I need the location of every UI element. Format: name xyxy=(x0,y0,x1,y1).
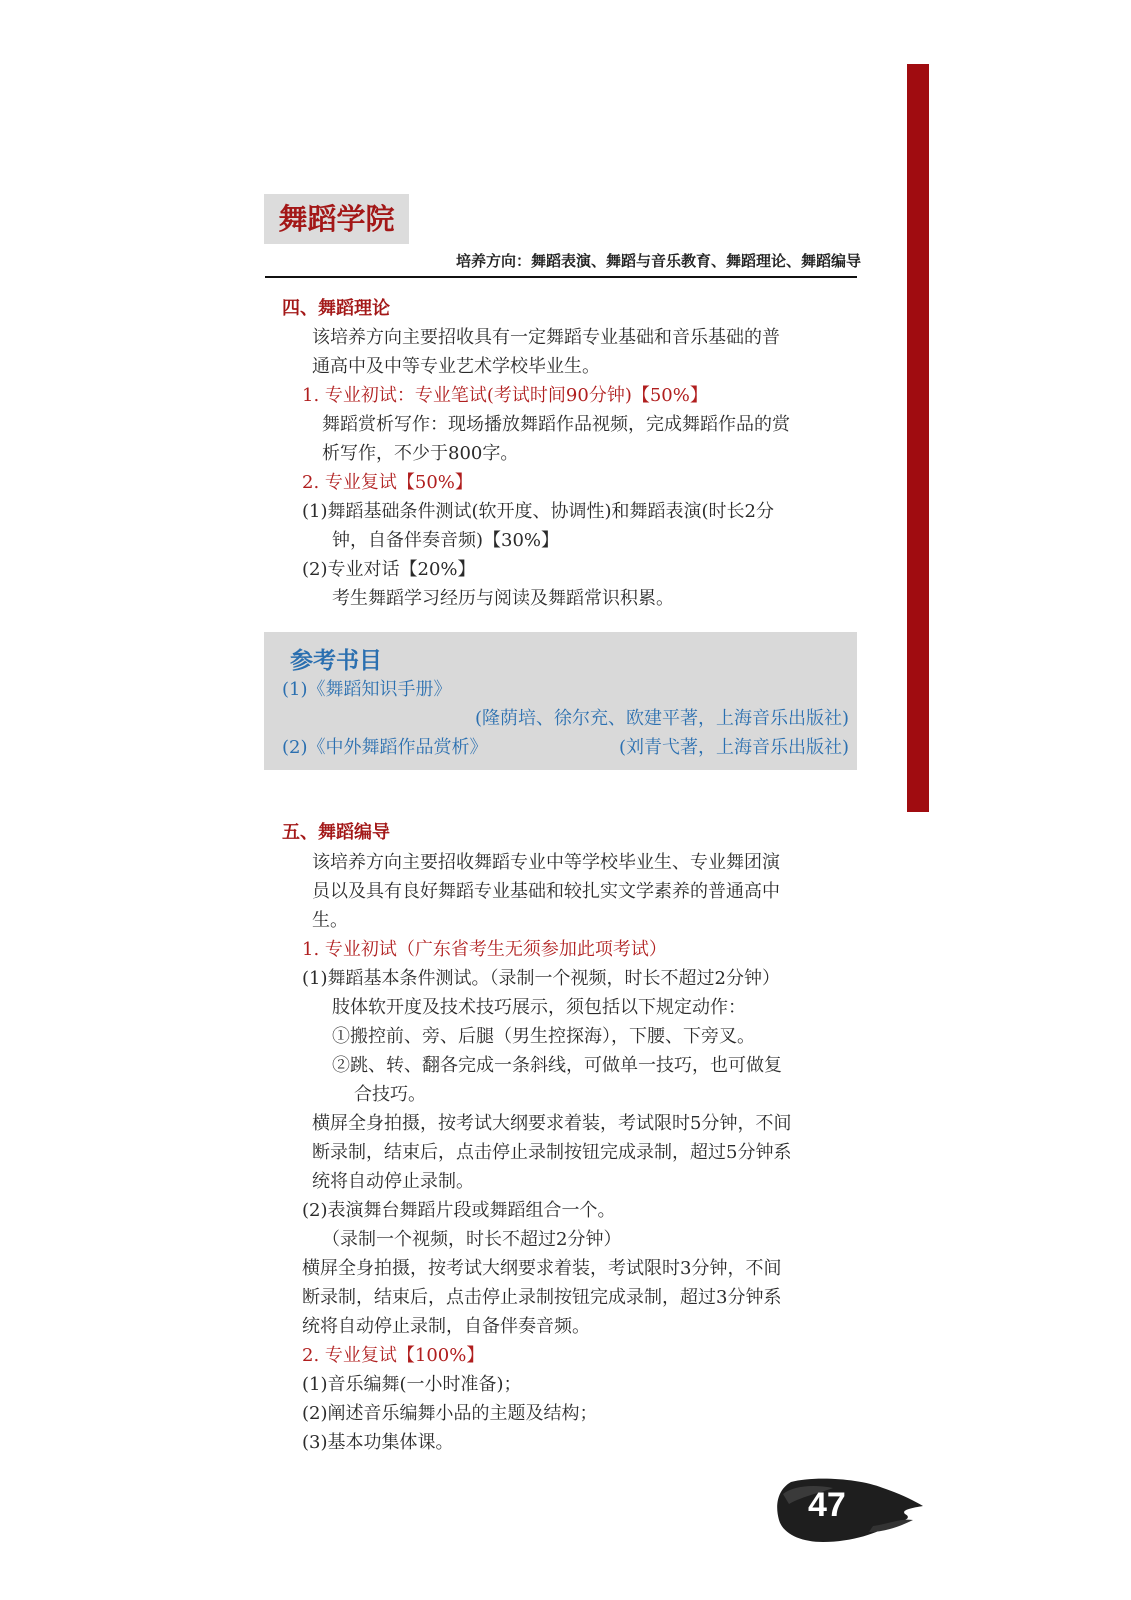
section5-sub1-body: 肢体软开度及技术技巧展示，须包括以下规定动作： xyxy=(332,997,746,1018)
section5-sub1: (1)舞蹈基本条件测试。（录制一个视频，时长不超过2分钟） xyxy=(302,968,780,989)
section5-action1: ①搬控前、旁、后腿（男生控探海），下腰、下旁叉。 xyxy=(332,1026,755,1047)
reference-book2-author: (刘青弋著，上海音乐出版社) xyxy=(618,737,849,758)
section5-sub2-note3: 统将自动停止录制，自备伴奏音频。 xyxy=(302,1316,590,1337)
section4-sub2-body: 考生舞蹈学习经历与阅读及舞蹈常识积累。 xyxy=(332,588,674,609)
college-title: 舞蹈学院 xyxy=(264,194,409,244)
ink-blot-decoration xyxy=(773,1474,923,1546)
side-accent-bar xyxy=(907,64,929,812)
section5-sub1-note3: 统将自动停止录制。 xyxy=(312,1171,474,1192)
section4-sub1-line1: (1)舞蹈基础条件测试(软开度、协调性)和舞蹈表演(时长2分 xyxy=(302,501,775,522)
section5-sub2: (2)表演舞台舞蹈片段或舞蹈组合一个。 xyxy=(302,1200,616,1221)
section5-item2-label: 2. 专业复试【100%】 xyxy=(302,1345,485,1366)
training-directions: 培养方向：舞蹈表演、舞蹈与音乐教育、舞蹈理论、舞蹈编导 xyxy=(455,252,861,270)
reference-book1-author: (隆荫培、徐尔充、欧建平著，上海音乐出版社) xyxy=(474,708,849,729)
page-number: 47 xyxy=(808,1486,846,1524)
section4-item1-label: 1. 专业初试：专业笔试(考试时间90分钟)【50%】 xyxy=(302,385,708,406)
section5-retest3: (3)基本功集体课。 xyxy=(302,1432,454,1453)
section5-retest1: (1)音乐编舞(一小时准备)； xyxy=(302,1374,522,1395)
section5-sub1-note2: 断录制，结束后，点击停止录制按钮完成录制，超过5分钟系 xyxy=(312,1142,792,1163)
section5-sub2-note1: 横屏全身拍摄，按考试大纲要求着装，考试限时3分钟，不间 xyxy=(302,1258,782,1279)
section5-heading: 五、舞蹈编导 xyxy=(282,822,390,843)
section5-intro-line2: 员以及具有良好舞蹈专业基础和较扎实文学素养的普通高中 xyxy=(312,881,780,902)
section4-item1-body2: 析写作，不少于800字。 xyxy=(322,443,519,464)
section5-action2-line2: 合技巧。 xyxy=(354,1084,426,1105)
section5-intro-line3: 生。 xyxy=(312,910,348,931)
references-title: 参考书目 xyxy=(290,647,382,674)
section5-action2-line1: ②跳、转、翻各完成一条斜线，可做单一技巧，也可做复 xyxy=(332,1055,782,1076)
header-divider xyxy=(265,276,857,278)
section4-item1-body1: 舞蹈赏析写作：现场播放舞蹈作品视频，完成舞蹈作品的赏 xyxy=(322,414,790,435)
section4-intro-line1: 该培养方向主要招收具有一定舞蹈专业基础和音乐基础的普 xyxy=(312,327,780,348)
section5-sub1-note1: 横屏全身拍摄，按考试大纲要求着装，考试限时5分钟，不间 xyxy=(312,1113,792,1134)
section4-item2-label: 2. 专业复试【50%】 xyxy=(302,472,473,493)
section4-intro-line2: 通高中及中等专业艺术学校毕业生。 xyxy=(312,356,600,377)
section5-item1-label: 1. 专业初试（广东省考生无须参加此项考试） xyxy=(302,939,667,960)
section5-intro-line1: 该培养方向主要招收舞蹈专业中等学校毕业生、专业舞团演 xyxy=(312,852,780,873)
section4-heading: 四、舞蹈理论 xyxy=(282,298,390,319)
section5-retest2: (2)阐述音乐编舞小品的主题及结构； xyxy=(302,1403,598,1424)
reference-book2: (2)《中外舞蹈作品赏析》 xyxy=(282,737,488,758)
section4-sub2: (2)专业对话【20%】 xyxy=(302,559,476,580)
reference-book1: (1)《舞蹈知识手册》 xyxy=(282,679,452,700)
section5-sub2-paren: （录制一个视频，时长不超过2分钟） xyxy=(322,1229,622,1250)
section5-sub2-note2: 断录制，结束后，点击停止录制按钮完成录制，超过3分钟系 xyxy=(302,1287,782,1308)
section4-sub1-line2: 钟，自备伴奏音频)【30%】 xyxy=(332,530,560,551)
